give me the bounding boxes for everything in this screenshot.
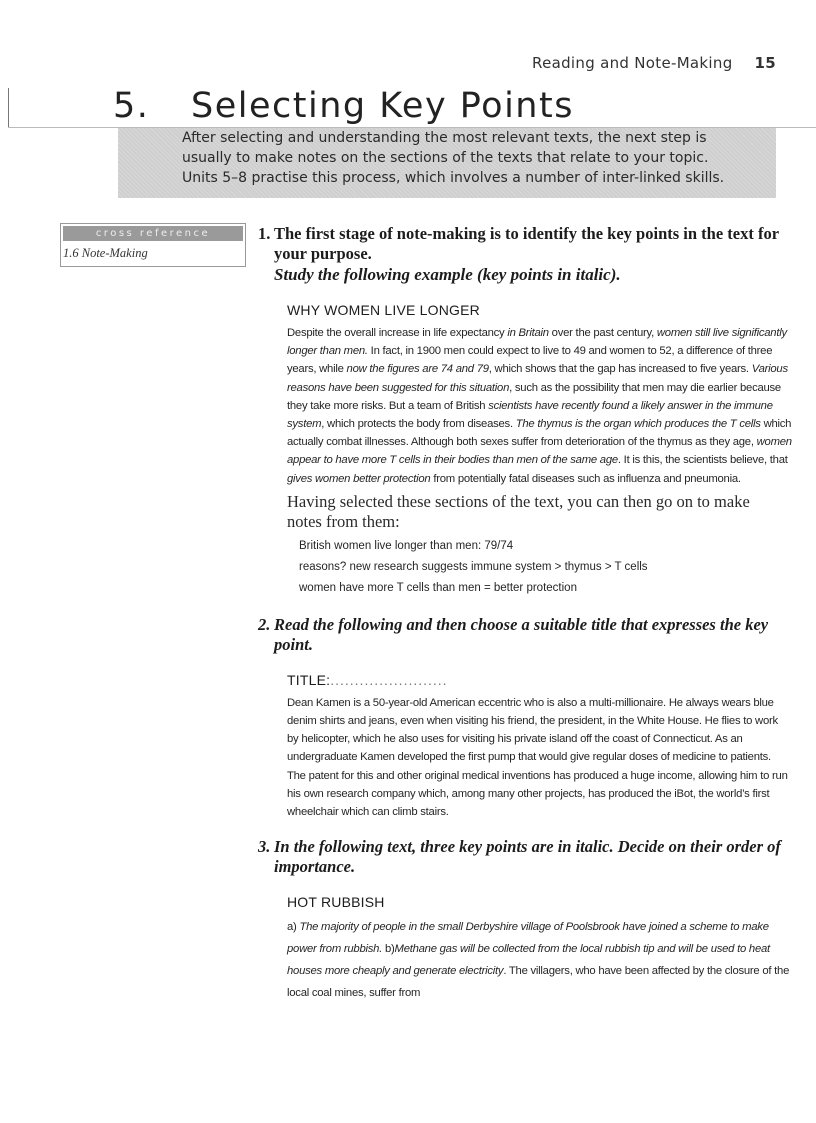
note-item: reasons? new research suggests immune system > thymus > T cells	[299, 560, 648, 573]
running-header	[532, 54, 776, 72]
exercise-content	[258, 224, 798, 1004]
note-item: British women live longer than men: 79/74	[299, 539, 514, 552]
unit-number: 5.	[113, 86, 150, 126]
page-number: 15	[754, 54, 776, 72]
text-title: HOT RUBBISH	[287, 894, 385, 911]
notes-list	[299, 536, 798, 599]
text-title: WHY WOMEN LIVE LONGER	[287, 302, 480, 318]
question-1	[258, 224, 798, 264]
cross-reference-label: cross reference	[63, 226, 243, 241]
title-label: TITLE:	[287, 671, 331, 688]
question-2	[258, 615, 798, 655]
question-number: 2.	[258, 614, 271, 634]
question-text: In the following text, three key points are in italic. Decide on their order of importance.	[274, 837, 781, 877]
section-title: Reading and Note-Making	[532, 54, 733, 72]
question-text: The first stage of note-making is to identify the key points in the text for your purpose.	[274, 224, 779, 263]
note-item: women have more T cells than men = better protection	[299, 581, 577, 594]
followup-text: Having selected these sections of the text, you can then go on to make notes from them:	[287, 491, 750, 531]
title-bracket	[8, 88, 9, 128]
unit-title	[113, 86, 574, 126]
intro-line: usually to make notes on the sections of the texts that relate to your topic.	[182, 150, 709, 166]
intro-text	[182, 128, 782, 188]
title-blank	[287, 672, 798, 688]
question-text: Read the following and then choose a suitable title that expresses the key point.	[274, 614, 769, 654]
unit-heading: Selecting Key Points	[191, 86, 574, 126]
title-blank-dots: ........................	[330, 671, 448, 688]
intro-line: Units 5–8 practise this process, which involves a number of inter-linked skills.	[182, 170, 725, 186]
question-1-instruction: Study the following example (key points in italic).	[274, 265, 621, 284]
question-3	[258, 837, 798, 877]
rubbish-paragraph: a) The majority of people in the small Derbyshire village of Poolsbrook have joined a scheme to make power from rubbish. b)Methane gas will be collected from the local rubbish tip and will be used to heat houses more cheaply and generate electricity. The villagers, who have been affected by the closure of the local coal mines, suffer from	[287, 921, 790, 1000]
kamen-paragraph: Dean Kamen is a 50-year-old American eccentric who is also a multi-millionaire. He always wears blue denim shirts and jeans, even when visiting his friend, the president, in the White House. He flies to work by helicopter, which he also uses for visiting his private island off the coast of Connecticut. As an undergraduate Kamen developed the first pump that would give regular doses of medicine to patients. The patent for this and other original medical inventions has produced a huge income, allowing him to run his own research company which, among many other projects, has produced the iBot, the world’s first wheelchair which can climb stairs.	[287, 696, 788, 819]
question-number: 3.	[258, 837, 271, 857]
cross-reference-box	[60, 223, 246, 267]
intro-line: After selecting and understanding the most relevant texts, the next step is	[182, 130, 707, 146]
cross-reference-item: 1.6 Note-Making	[63, 246, 148, 260]
example-paragraph: Despite the overall increase in life expectancy in Britain over the past century, women still live significantly longer than men. In fact, in 1900 men could expect to live to 49 and women to 52, a difference of three years, while now the figures are 74 and 79, which shows that the gap has increased to five years. Various reasons have been suggested for this situation, such as the possibility that men may die earlier because they take more risks. But a team of British scientists have recently found a likely answer in the immune system, which protects the body from diseases. The thymus is the organ which produces the T cells which actually combat illnesses. Although both sexes suffer from deterioration of the thymus as they age, women appear to have more T cells in their bodies than men of the same age. It is this, the scientists believe, that gives women better protection from potentially fatal diseases such as influenza and pneumonia.	[287, 327, 792, 485]
question-number: 1.	[258, 224, 271, 243]
